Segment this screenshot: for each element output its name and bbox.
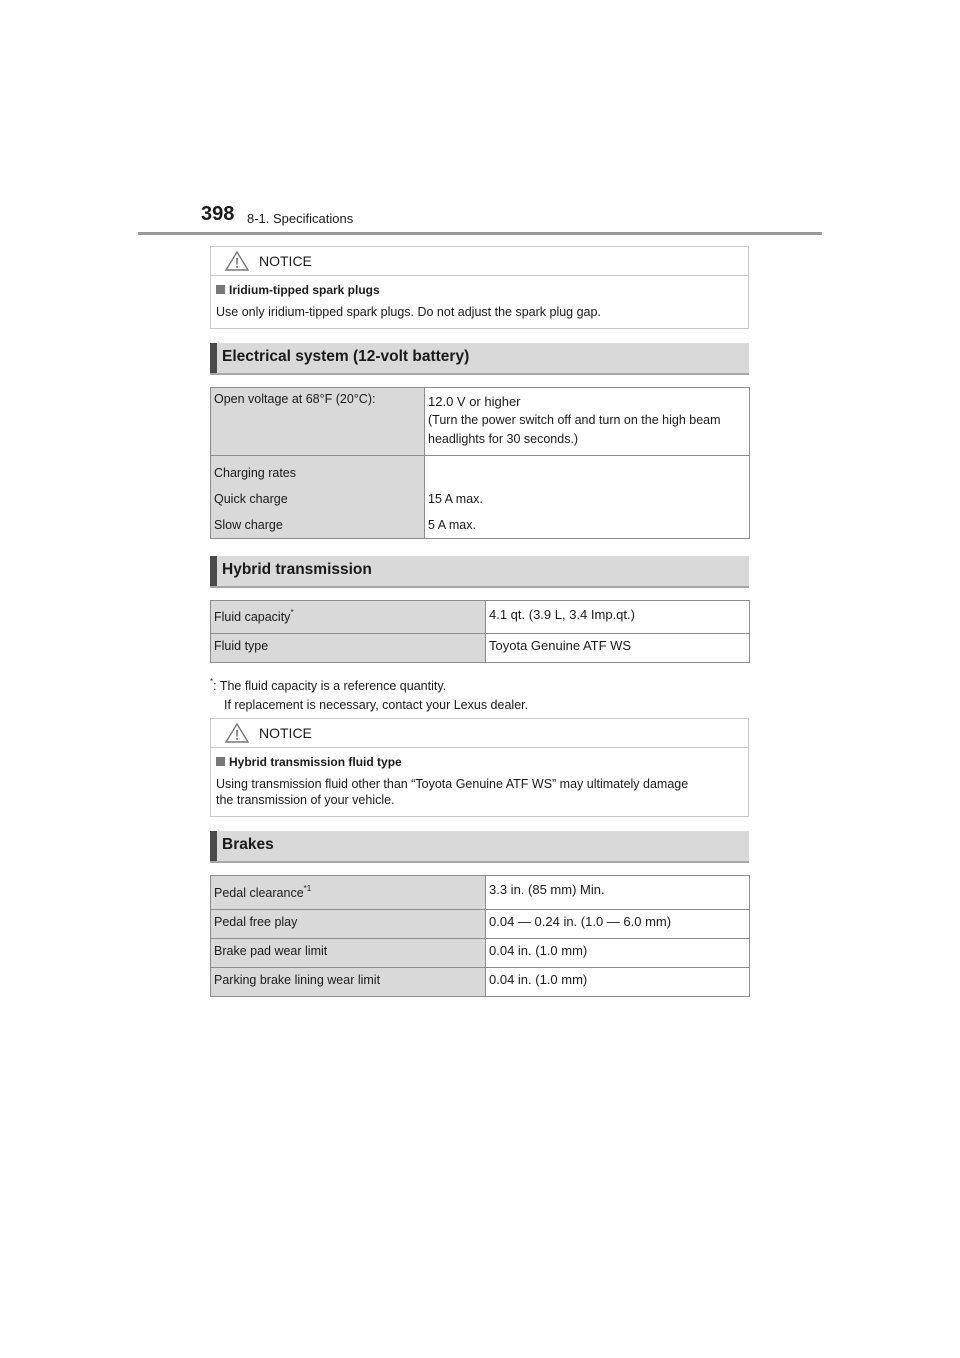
table-cell-value: 0.04 in. (1.0 mm) [486, 968, 750, 997]
section-bar-electrical [210, 343, 749, 375]
hybrid-table [210, 600, 750, 663]
table-cell-label: Pedal free play [211, 910, 486, 939]
electrical-table [210, 387, 750, 539]
table-cell-value: 0.04 — 0.24 in. (1.0 — 6.0 mm) [486, 910, 750, 939]
notice-label: NOTICE [259, 253, 312, 269]
table-row [211, 910, 750, 939]
table-cell-label: Open voltage at 68°F (20°C): [211, 388, 425, 456]
brakes-table [210, 875, 750, 997]
table-cell-label: Pedal clearance$^{*1}$ [211, 876, 486, 910]
table-row [211, 876, 750, 910]
table-row [211, 601, 750, 634]
table-row [211, 968, 750, 997]
notice-header [211, 247, 748, 276]
table-cell-value: 0.04 in. (1.0 mm) [486, 939, 750, 968]
notice-heading: Hybrid transmission fluid type [216, 754, 743, 770]
table-cell-label: Charging rates Quick charge Slow charge [211, 456, 425, 539]
table-row [211, 634, 750, 663]
square-bullet-icon [216, 285, 225, 294]
square-bullet-icon [216, 757, 225, 766]
notice-text: Use only iridium-tipped spark plugs. Do not adjust the spark plug gap. [216, 305, 601, 319]
warning-triangle-icon [225, 723, 249, 743]
section-bar-title: Electrical system (12-volt battery) [222, 348, 470, 365]
warning-triangle-icon [225, 251, 249, 271]
table-cell-value: 15 A max. 5 A max. [425, 456, 750, 539]
table-cell-value: 3.3 in. (85 mm) Min. [486, 876, 750, 910]
notice-header [211, 719, 748, 748]
table-cell-label: Parking brake lining wear limit [211, 968, 486, 997]
notice-label: NOTICE [259, 725, 312, 741]
table-cell-value: 4.1 qt. (3.9 L, 3.4 Imp.qt.) [486, 601, 750, 634]
notice-heading: Iridium-tipped spark plugs [216, 282, 743, 298]
table-cell-label: Brake pad wear limit [211, 939, 486, 968]
table-cell-label: Fluid type [211, 634, 486, 663]
notice-box-spark-plugs [210, 246, 749, 329]
page-number: 398 [201, 203, 235, 225]
table-row [211, 939, 750, 968]
section-bar-brakes [210, 831, 749, 863]
section-title: 8-1. Specifications [247, 211, 354, 226]
table-row [211, 456, 750, 539]
notice-box-fluid-type [210, 718, 749, 817]
notice-text: Using transmission fluid other than “Toyota Genuine ATF WS” may ultimately damage the transmission of your vehicle. [216, 777, 689, 807]
section-bar-hybrid [210, 556, 749, 588]
section-bar-title: Hybrid transmission [222, 561, 372, 578]
table-cell-value: Toyota Genuine ATF WS [486, 634, 750, 663]
section-bar-title: Brakes [222, 836, 274, 853]
table-row [211, 388, 750, 456]
header-rule [138, 232, 822, 235]
table-cell-value: 12.0 V or higher (Turn the power switch off and turn on the high beam headlights for 30 seconds.) [425, 388, 750, 456]
table-cell-label: Fluid capacity* [211, 601, 486, 634]
footnote: *: The fluid capacity is a reference quantity. If replacement is necessary, contact your Lexus dealer. [210, 677, 529, 712]
